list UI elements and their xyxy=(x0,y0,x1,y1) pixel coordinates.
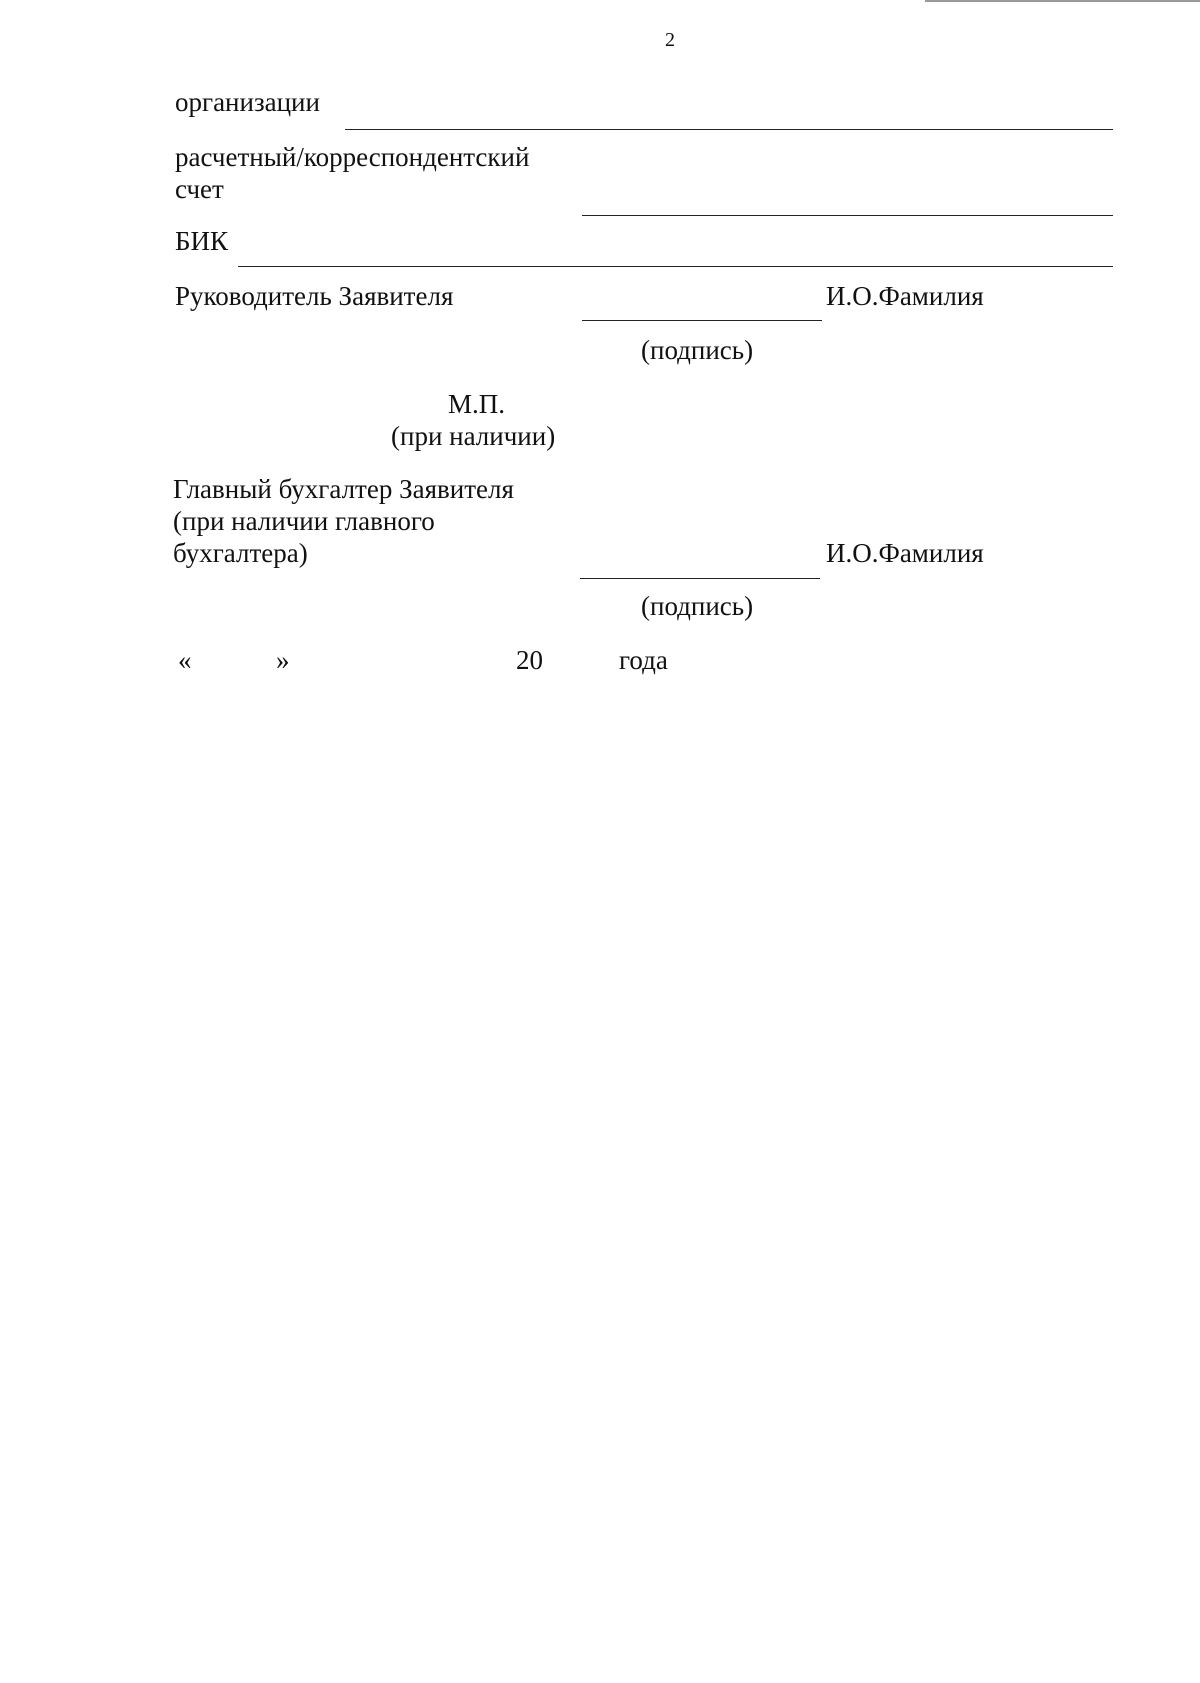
scan-edge-mark xyxy=(925,0,1200,2)
bik-label: БИК xyxy=(175,226,229,256)
head-signature-caption: (подпись) xyxy=(641,335,754,365)
date-close-quote: » xyxy=(276,645,290,675)
accountant-role-line1: Главный бухгалтер Заявителя xyxy=(173,474,514,504)
head-role-label: Руководитель Заявителя xyxy=(175,281,454,311)
head-name-placeholder: И.О.Фамилия xyxy=(826,281,984,311)
head-signature-line[interactable] xyxy=(582,320,822,321)
date-open-quote: « xyxy=(178,645,192,675)
account-label-line2: счет xyxy=(175,174,224,204)
page-number: 2 xyxy=(665,29,675,51)
date-year-prefix: 20 xyxy=(516,645,543,675)
accountant-role-line2: (при наличии главного xyxy=(173,506,435,536)
account-input-line[interactable] xyxy=(582,215,1113,216)
account-label-line1: расчетный/корреспондентский xyxy=(175,142,530,172)
bik-input-line[interactable] xyxy=(238,266,1113,267)
seal-note: (при наличии) xyxy=(391,421,556,451)
organization-label: организации xyxy=(175,87,320,117)
seal-label: М.П. xyxy=(448,389,506,419)
accountant-name-placeholder: И.О.Фамилия xyxy=(826,538,984,568)
accountant-signature-line[interactable] xyxy=(580,578,820,579)
accountant-signature-caption: (подпись) xyxy=(641,591,754,621)
accountant-role-line3: бухгалтера) xyxy=(173,538,308,568)
organization-input-line[interactable] xyxy=(345,129,1113,130)
date-year-suffix: года xyxy=(619,645,668,675)
